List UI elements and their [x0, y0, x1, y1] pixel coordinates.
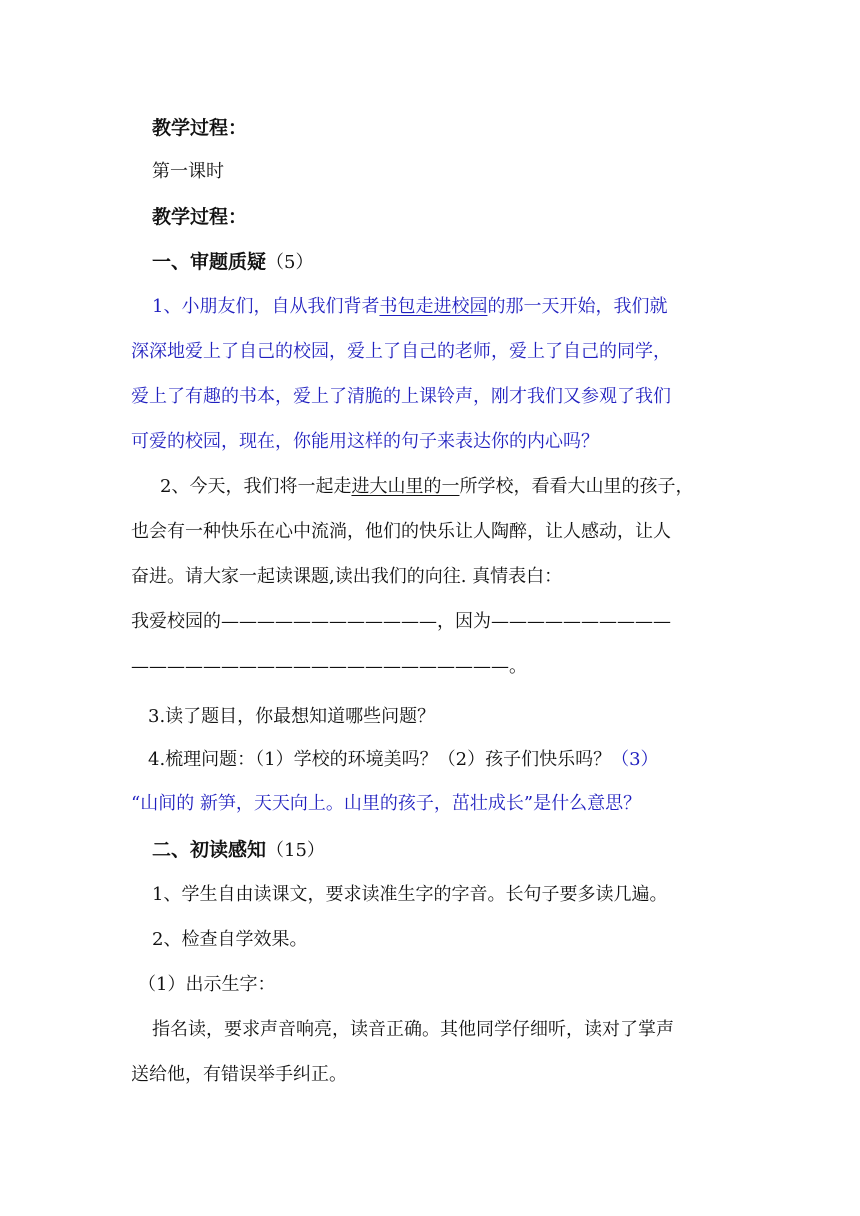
p7-line: （1）出示生字：	[138, 974, 276, 995]
p2-line-4: 我爱校园的————————————，因为——————————	[131, 611, 671, 632]
heading-teaching-process-2: 教学过程：	[152, 206, 248, 228]
p1-line-4: 可爱的校园，现在，你能用这样的句子来表达你的内心吗？	[131, 431, 599, 452]
p4-line-1	[148, 748, 659, 772]
section-1-title: 一、审题质疑	[152, 251, 267, 273]
p4-line-2: “山间的 新笋，天天向上。山里的孩子，茁壮成长”是什么意思？	[131, 793, 642, 814]
p1-line-1	[152, 295, 667, 319]
p2-line-1-b: 所学校，看看大山里的孩子，	[459, 476, 694, 497]
section-2-title: 二、初读感知	[152, 839, 267, 861]
lesson-label: 第一课时	[152, 161, 224, 182]
p6-line: 2、检查自学效果。	[152, 929, 308, 950]
section-2-heading	[152, 838, 325, 863]
p2-line-5: —————————————————————。	[131, 656, 527, 677]
p2-underlined-text: 进大山里的一	[351, 476, 460, 497]
p4-line-1-a: 4.梳理问题：（1）学校的环境美吗？（2）孩子们快乐吗？	[148, 749, 612, 770]
section-2-time: （15）	[266, 840, 325, 861]
heading-teaching-process: 教学过程：	[152, 117, 248, 139]
p2-line-1-a: 2、今天，我们将一起走	[160, 476, 352, 497]
p8-line-1: 指名读，要求声音响亮，读音正确。其他同学仔细听，读对了掌声	[152, 1019, 674, 1040]
p5-line: 1、学生自由读课文，要求读准生字的字音。长句子要多读几遍。	[152, 884, 668, 905]
p1-line-1-a: 1、小朋友们，自从我们背者	[152, 296, 380, 317]
p3-question: 3.读了题目，你最想知道哪些问题？	[148, 706, 436, 727]
p1-underlined-text: 书包走进校园	[379, 296, 488, 317]
p1-line-3: 爱上了有趣的书本，爱上了清脆的上课铃声，刚才我们又参观了我们	[131, 386, 671, 407]
section-1-time: （5）	[266, 252, 314, 273]
p2-line-3: 奋进。请大家一起读课题,读出我们的向往. 真情表白：	[131, 566, 563, 587]
p1-line-2: 深深地爱上了自己的校园，爱上了自己的老师，爱上了自己的同学，	[131, 341, 671, 362]
p2-line-1	[160, 475, 693, 499]
p8-line-2: 送给他，有错误举手纠正。	[131, 1064, 347, 1085]
p4-line-1-b: （3）	[611, 749, 659, 770]
section-1-heading	[152, 250, 313, 275]
p2-line-2: 也会有一种快乐在心中流淌，他们的快乐让人陶醉，让人感动，让人	[131, 521, 671, 542]
p1-line-1-b: 的那一天开始，我们就	[487, 296, 668, 317]
